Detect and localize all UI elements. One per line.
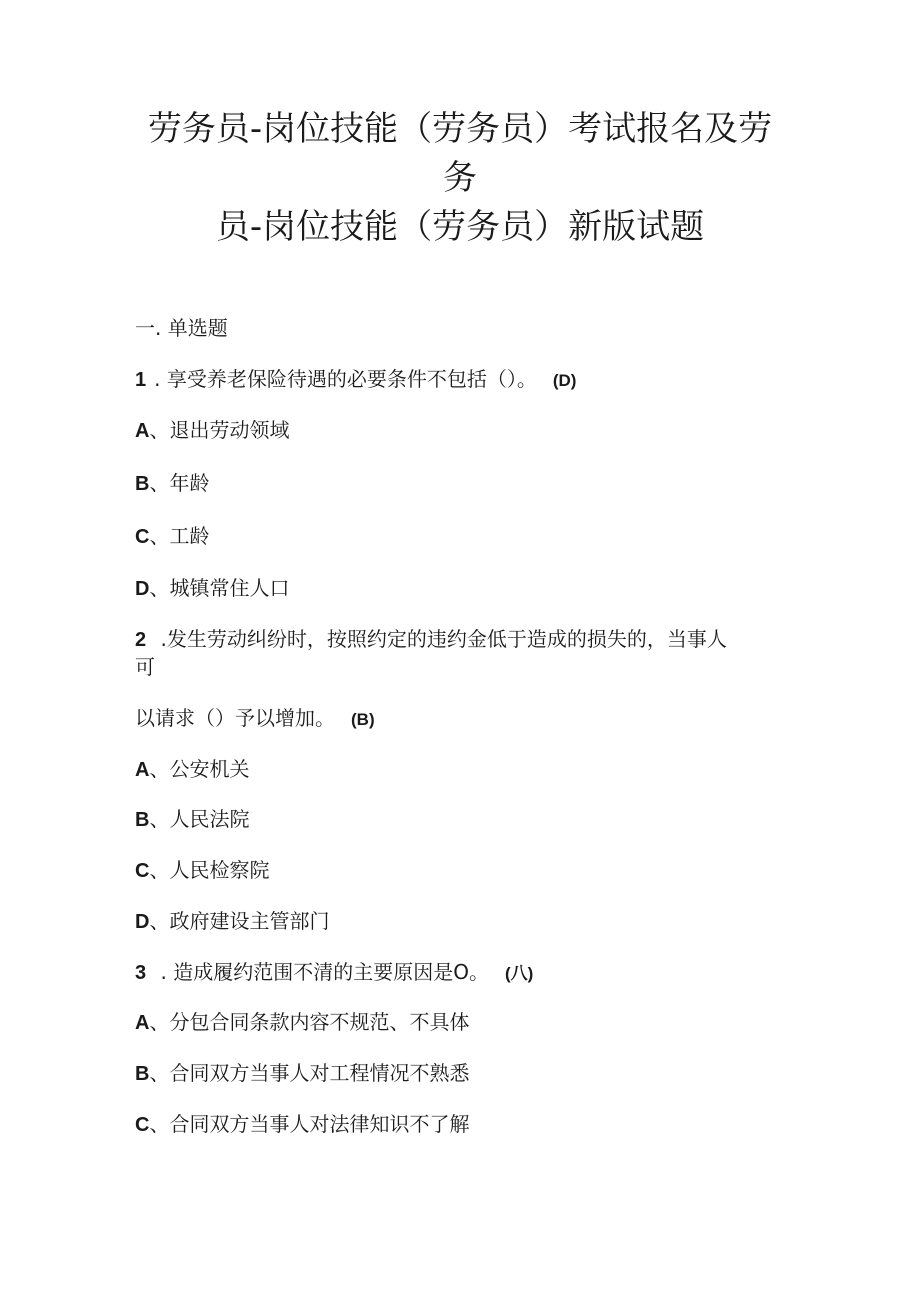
- option-text: 年龄: [169, 471, 210, 495]
- question-text: . 享受养老保险待遇的必要条件不包括（）。: [154, 367, 537, 391]
- document-title-line-2: 务: [443, 158, 477, 198]
- question-3: [135, 958, 533, 988]
- option-separator: 、: [149, 807, 170, 831]
- option-letter: A: [135, 759, 150, 781]
- option-separator: 、: [149, 858, 170, 882]
- question-2-continuation: [135, 704, 375, 734]
- section-heading: 一. 单选题: [135, 316, 228, 340]
- option-letter: D: [135, 911, 150, 933]
- question-answer: (D): [552, 371, 577, 390]
- question-number: 2: [135, 629, 147, 651]
- option-separator: 、: [149, 524, 170, 548]
- option-separator: 、: [149, 1010, 170, 1034]
- option-c: [135, 522, 209, 551]
- option-letter: D: [135, 578, 150, 600]
- question-answer: (B): [351, 710, 375, 729]
- option-a: [135, 416, 289, 445]
- option-separator: 、: [149, 1112, 170, 1136]
- option-c: [135, 856, 269, 885]
- option-separator: 、: [149, 418, 170, 442]
- option-c: [135, 1110, 469, 1139]
- option-a: [135, 755, 249, 784]
- option-separator: 、: [149, 757, 170, 781]
- option-b: [135, 805, 249, 834]
- option-text: 合同双方当事人对工程情况不熟悉: [169, 1061, 470, 1085]
- option-b: [135, 469, 209, 498]
- option-text: 城镇常住人口: [169, 576, 290, 600]
- option-separator: 、: [149, 471, 170, 495]
- option-d: [135, 574, 289, 603]
- option-letter: C: [135, 526, 150, 548]
- option-letter: A: [135, 1012, 150, 1034]
- option-a: [135, 1008, 469, 1037]
- option-letter: C: [135, 1114, 150, 1136]
- question-text: .发生劳动纠纷时，按照约定的违约金低于造成的损失的，当事人: [154, 627, 727, 651]
- option-text: 政府建设主管部门: [169, 909, 330, 933]
- question-text: 可: [135, 655, 155, 679]
- option-text: 分包合同条款内容不规范、不具体: [169, 1010, 470, 1034]
- option-letter: B: [135, 473, 150, 495]
- document-title-line-1: 劳务员-岗位技能（劳务员）考试报名及劳: [147, 109, 773, 149]
- option-letter: A: [135, 420, 150, 442]
- document-title-line-3: 员-岗位技能（劳务员）新版试题: [215, 207, 705, 247]
- option-d: [135, 907, 329, 936]
- option-separator: 、: [149, 909, 170, 933]
- option-letter: C: [135, 860, 150, 882]
- option-b: [135, 1059, 469, 1088]
- question-number: 1: [135, 369, 147, 391]
- option-letter: B: [135, 809, 150, 831]
- option-letter: B: [135, 1063, 150, 1085]
- option-text: 人民检察院: [169, 858, 270, 882]
- question-text: 以请求（）予以增加。: [135, 706, 335, 730]
- option-separator: 、: [149, 576, 170, 600]
- question-text: . 造成履约范围不清的主要原因是O。: [154, 960, 489, 984]
- option-text: 退出劳动领域: [169, 418, 290, 442]
- option-text: 工龄: [169, 524, 210, 548]
- question-2: [135, 625, 727, 654]
- option-text: 合同双方当事人对法律知识不了解: [169, 1112, 470, 1136]
- question-1: [135, 365, 576, 395]
- question-2-wrap: [135, 653, 155, 681]
- option-separator: 、: [149, 1061, 170, 1085]
- question-answer: (八): [504, 964, 534, 983]
- question-number: 3: [135, 962, 147, 984]
- option-text: 人民法院: [169, 807, 250, 831]
- option-text: 公安机关: [169, 757, 250, 781]
